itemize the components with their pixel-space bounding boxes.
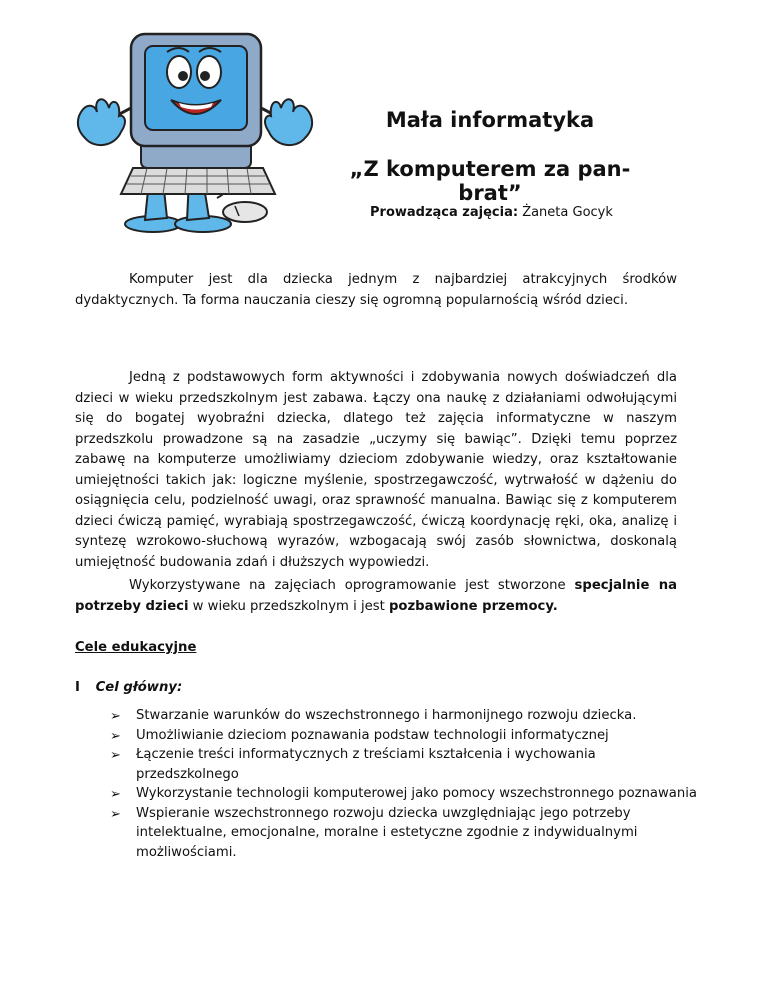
goal-text: Umożliwianie dzieciom poznawania podstaw technologii informatycznej	[136, 727, 609, 743]
play-paragraph-text: Jedną z podstawowych form aktywności i zdobywania nowych doświadczeń dla dzieci w wieku przedszkolnym jest zabawa. Łączy ona naukę z działaniami odwołującymi się do bogatej wyobraźni dziecka, dlatego też zajęcia informatyczne w naszym przedszkolu prowadzone są na zasadzie „uczymy się bawiąc”. Dzięki temu poprzez zabawę na komputerze umożliwiamy dzieciom zdobywanie wiedzy, oraz kształtowanie umiejętności takich jak: logiczne myślenie, spostrzegawczość, wytrwałość w dążeniu do osiągnięcia celu, podzielność uwagi, oraz sprawność manualna. Bawiąc się z komputerem dzieci ćwiczą pamięć, wyrabiają spostrzegawczość, ćwiczą koordynację ręki, oka, analizę i syntezę wzrokowo-słuchową wyrazów, wzbogacają swój zasób słownictwa, doskonalą umiejętność budowania zdań i dłuższych wypowiedzi.	[75, 370, 677, 570]
goals-list	[110, 706, 700, 862]
list-item	[110, 745, 700, 784]
list-item	[110, 726, 700, 746]
main-goal-heading	[75, 680, 182, 695]
list-item	[110, 804, 700, 863]
goal-text: Wspieranie wszechstronnego rozwoju dziecka uwzględniając jego potrzeby intelektualne, emocjonalne, moralne i estetyczne zgodnie z indywidualnymi możliwościami.	[136, 805, 638, 860]
section-heading: Cele edukacyjne	[75, 640, 197, 655]
cartoon-computer-icon	[75, 12, 315, 234]
teacher-name: Żaneta Gocyk	[522, 205, 613, 220]
arrow-bullet-icon: ➢	[110, 748, 121, 763]
intro-paragraph	[75, 270, 677, 311]
software-text-a: Wykorzystywane na zajęciach oprogramowanie jest stworzone	[129, 578, 575, 593]
software-text-d: pozbawione przemocy.	[388, 598, 558, 614]
page-subtitle: „Z komputerem za pan-brat”	[349, 157, 631, 205]
teacher-label: Prowadząca zajęcia:	[370, 205, 519, 220]
goal-text: Łączenie treści informatycznych z treściami kształcenia i wychowania przedszkolnego	[136, 747, 596, 782]
list-item	[110, 706, 700, 726]
software-paragraph	[75, 576, 677, 617]
arrow-bullet-icon: ➢	[110, 709, 121, 724]
software-text-c: w wieku przedszkolnym i jest	[188, 598, 389, 614]
roman-numeral: I	[75, 680, 80, 695]
intro-paragraph-text: Komputer jest dla dziecka jednym z najbardziej atrakcyjnych środków dydaktycznych. Ta forma nauczania cieszy się ogromną popularnością wśród dzieci.	[75, 272, 677, 308]
page-title: Mała informatyka	[385, 108, 595, 132]
goal-text: Stwarzanie warunków do wszechstronnego i harmonijnego rozwoju dziecka.	[136, 708, 637, 723]
arrow-bullet-icon: ➢	[110, 728, 121, 744]
arrow-bullet-icon: ➢	[110, 787, 121, 802]
software-text-b: specjalnie na potrzeby dzieci	[75, 578, 677, 614]
play-paragraph	[75, 368, 677, 573]
list-item	[110, 784, 700, 804]
goal-text: Wykorzystanie technologii komputerowej jako pomocy wszechstronnego poznawania	[136, 786, 697, 801]
main-goal-label: Cel główny:	[95, 680, 183, 695]
arrow-bullet-icon: ➢	[110, 806, 121, 822]
teacher-line	[370, 205, 613, 220]
